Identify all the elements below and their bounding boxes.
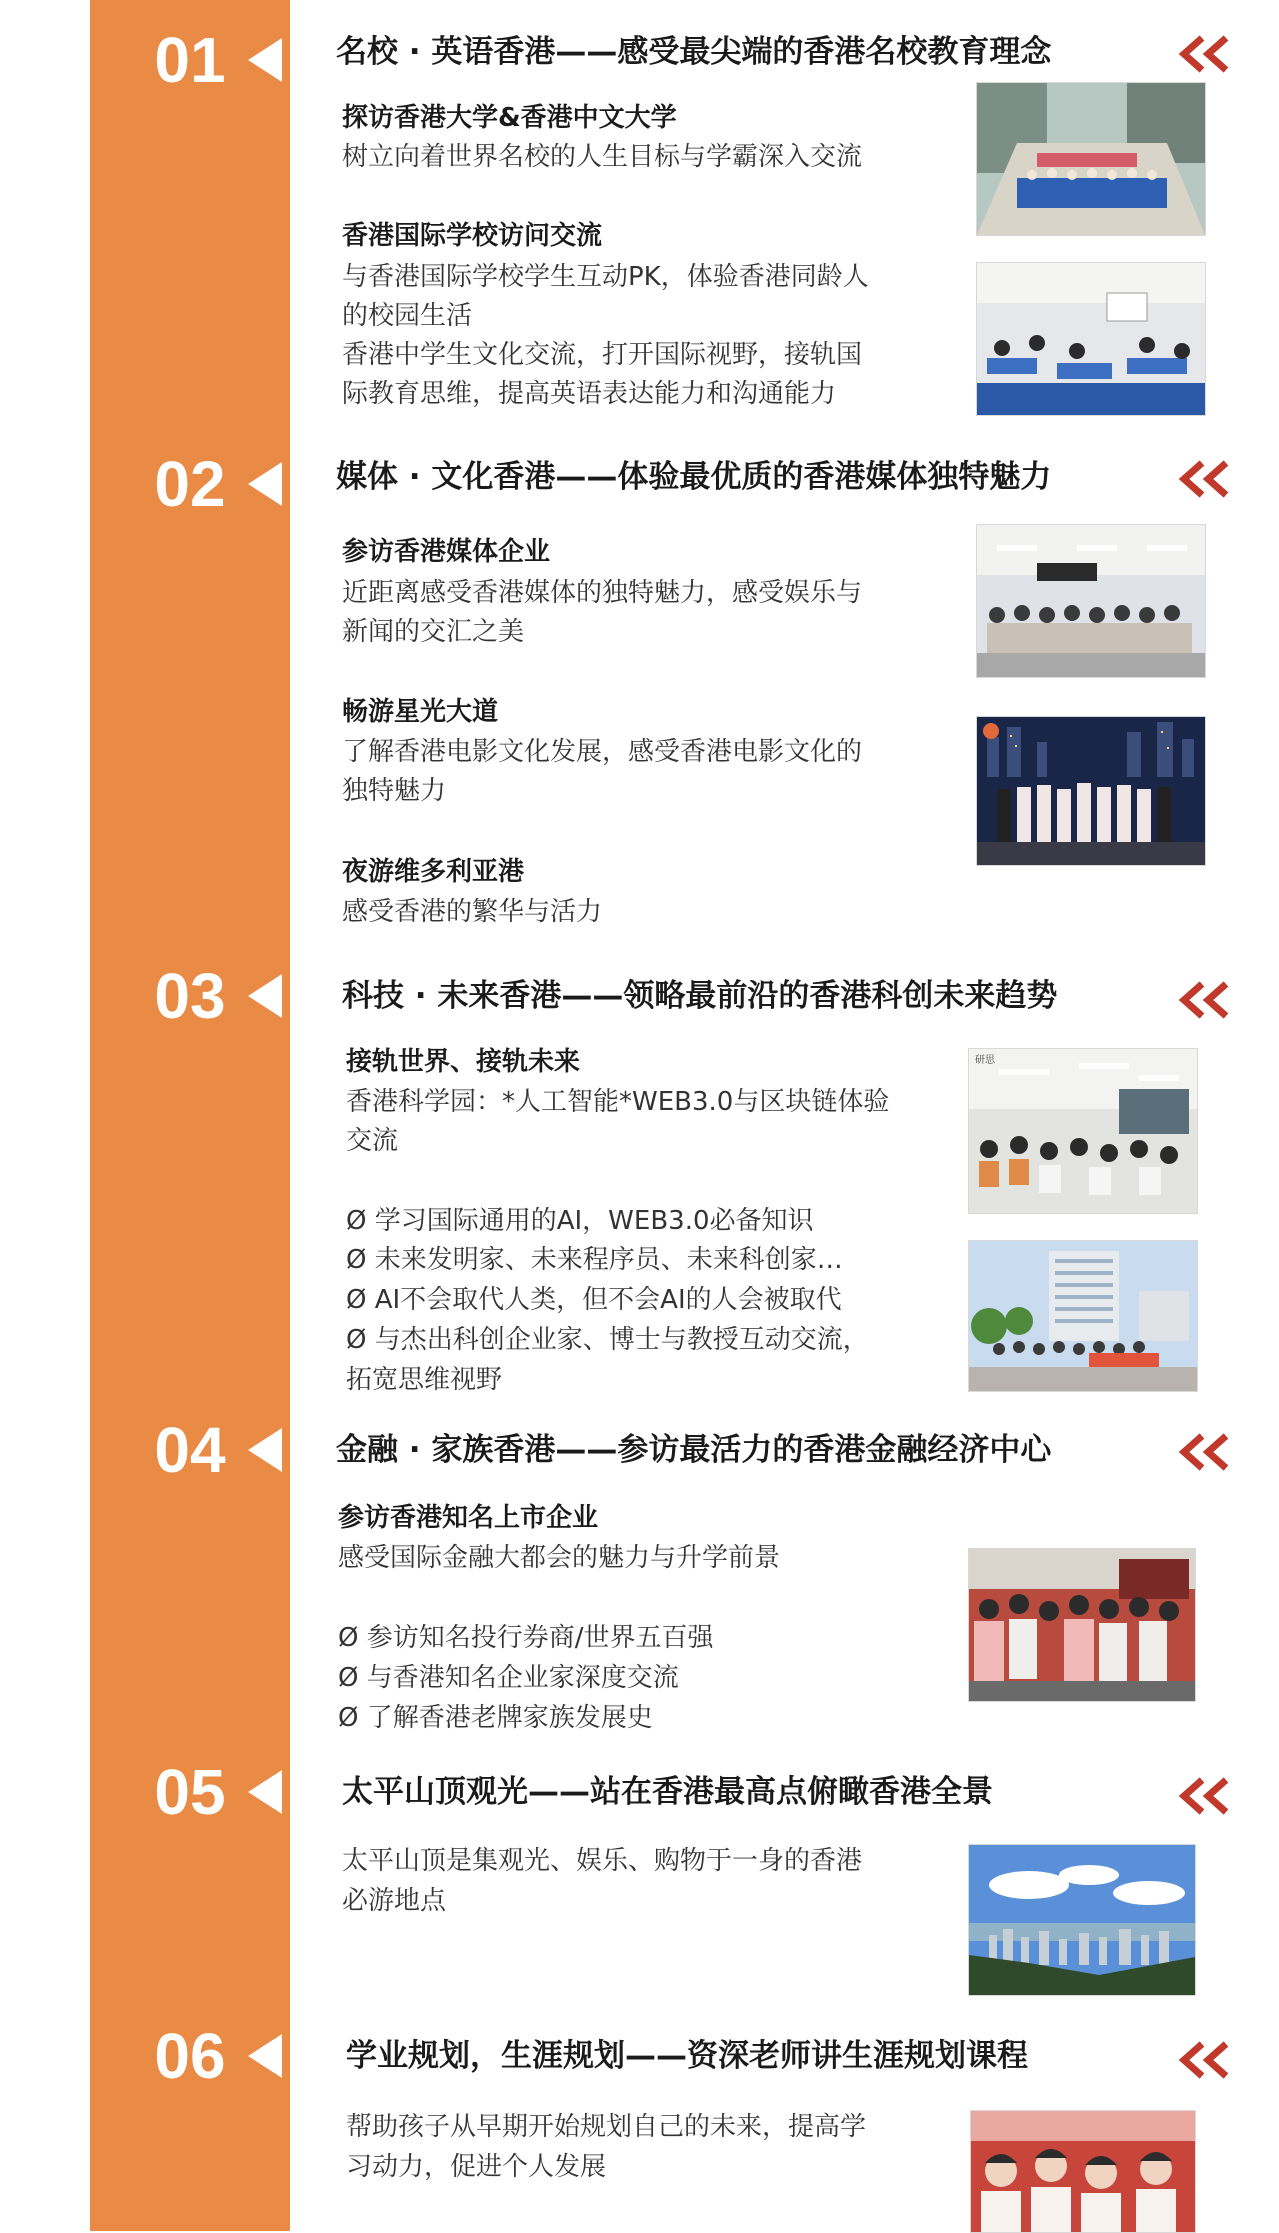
item-heading: 香港国际学校访问交流 bbox=[342, 221, 603, 251]
item-text: 的校园生活 bbox=[342, 301, 473, 331]
double-chevron-left-icon bbox=[1176, 1776, 1236, 1816]
item-text: 太平山顶是集观光、娱乐、购物于一身的香港 bbox=[342, 1846, 863, 1876]
item-text: 新闻的交汇之美 bbox=[342, 617, 525, 647]
arrow-notch-icon bbox=[248, 462, 282, 506]
item-text: 感受国际金融大都会的魅力与升学前景 bbox=[338, 1543, 781, 1573]
section-number-04: 04 bbox=[154, 1414, 226, 1486]
double-chevron-left-icon bbox=[1176, 1432, 1236, 1472]
item-text: 香港科学园：*人工智能*WEB3.0与区块链体验 bbox=[346, 1087, 890, 1117]
item-text: 必游地点 bbox=[342, 1886, 447, 1916]
arrow-notch-icon bbox=[248, 974, 282, 1018]
bullet-item: 拓宽思维视野 bbox=[346, 1365, 503, 1395]
item-heading: 参访香港知名上市企业 bbox=[338, 1503, 599, 1533]
item-text: 香港中学生文化交流，打开国际视野，接轨国 bbox=[342, 340, 863, 370]
bullet-item: Ø 学习国际通用的AI，WEB3.0必备知识 bbox=[346, 1206, 814, 1236]
item-text: 独特魅力 bbox=[342, 776, 447, 806]
item-text: 交流 bbox=[346, 1126, 399, 1156]
bullet-item: Ø 未来发明家、未来程序员、未来科创家… bbox=[346, 1245, 843, 1275]
orange-timeline-bar bbox=[90, 0, 290, 2231]
section-number-02: 02 bbox=[154, 448, 226, 520]
bullet-item: Ø AI不会取代人类，但不会AI的人会被取代 bbox=[346, 1285, 842, 1315]
bullet-item: Ø 与香港知名企业家深度交流 bbox=[338, 1663, 679, 1693]
double-chevron-left-icon bbox=[1176, 2040, 1236, 2080]
section-title-03: 科技 · 未来香港——领略最前沿的香港科创未来趋势 bbox=[342, 978, 1058, 1014]
photo-victoria-peak-view bbox=[968, 1844, 1196, 1996]
arrow-notch-icon bbox=[248, 1770, 282, 1814]
item-heading: 夜游维多利亚港 bbox=[342, 857, 525, 887]
photo-logo-text: 研思 bbox=[975, 1055, 995, 1066]
item-text: 帮助孩子从早期开始规划自己的未来，提高学 bbox=[346, 2112, 867, 2142]
photo-avenue-of-stars-night bbox=[976, 716, 1206, 866]
photo-media-company-group bbox=[976, 524, 1206, 678]
photo-science-park-lecture bbox=[968, 1048, 1198, 1214]
bullet-item: Ø 与杰出科创企业家、博士与教授互动交流， bbox=[346, 1325, 869, 1355]
item-heading: 探访香港大学&香港中文大学 bbox=[342, 103, 677, 133]
photo-students-campus-steps bbox=[976, 82, 1206, 236]
bullet-item: Ø 参访知名投行券商/世界五百强 bbox=[338, 1623, 714, 1653]
item-text: 近距离感受香港媒体的独特魅力，感受娱乐与 bbox=[342, 578, 863, 608]
item-text: 习动力，促进个人发展 bbox=[346, 2152, 607, 2182]
item-text: 际教育思维，提高英语表达能力和沟通能力 bbox=[342, 379, 837, 409]
photo-career-planning-students bbox=[970, 2110, 1196, 2233]
section-number-06: 06 bbox=[154, 2020, 226, 2092]
item-heading: 畅游星光大道 bbox=[342, 697, 499, 727]
double-chevron-left-icon bbox=[1176, 980, 1236, 1020]
item-heading: 接轨世界、接轨未来 bbox=[346, 1047, 581, 1077]
arrow-notch-icon bbox=[248, 1428, 282, 1472]
arrow-notch-icon bbox=[248, 38, 282, 82]
section-title-05: 太平山顶观光——站在香港最高点俯瞰香港全景 bbox=[342, 1774, 993, 1810]
photo-finance-visit-group bbox=[968, 1548, 1196, 1702]
item-heading: 参访香港媒体企业 bbox=[342, 537, 551, 567]
item-text: 了解香港电影文化发展，感受香港电影文化的 bbox=[342, 737, 863, 767]
item-text: 与香港国际学校学生互动PK，体验香港同龄人 bbox=[342, 262, 869, 292]
section-number-03: 03 bbox=[154, 960, 226, 1032]
bullet-item: Ø 了解香港老牌家族发展史 bbox=[338, 1703, 653, 1733]
double-chevron-left-icon bbox=[1176, 459, 1236, 499]
section-title-02: 媒体 · 文化香港——体验最优质的香港媒体独特魅力 bbox=[336, 459, 1052, 495]
section-title-01: 名校 · 英语香港——感受最尖端的香港名校教育理念 bbox=[336, 34, 1052, 70]
photo-science-park-group bbox=[968, 1240, 1198, 1392]
item-text: 树立向着世界名校的人生目标与学霸深入交流 bbox=[342, 142, 863, 172]
section-number-05: 05 bbox=[154, 1756, 226, 1828]
section-title-04: 金融 · 家族香港——参访最活力的香港金融经济中心 bbox=[336, 1432, 1052, 1468]
arrow-notch-icon bbox=[248, 2034, 282, 2078]
double-chevron-left-icon bbox=[1176, 34, 1236, 74]
photo-classroom-exchange bbox=[976, 262, 1206, 416]
item-text: 感受香港的繁华与活力 bbox=[342, 897, 603, 927]
section-number-01: 01 bbox=[154, 24, 226, 96]
section-title-06: 学业规划，生涯规划——资深老师讲生涯规划课程 bbox=[346, 2038, 1028, 2074]
